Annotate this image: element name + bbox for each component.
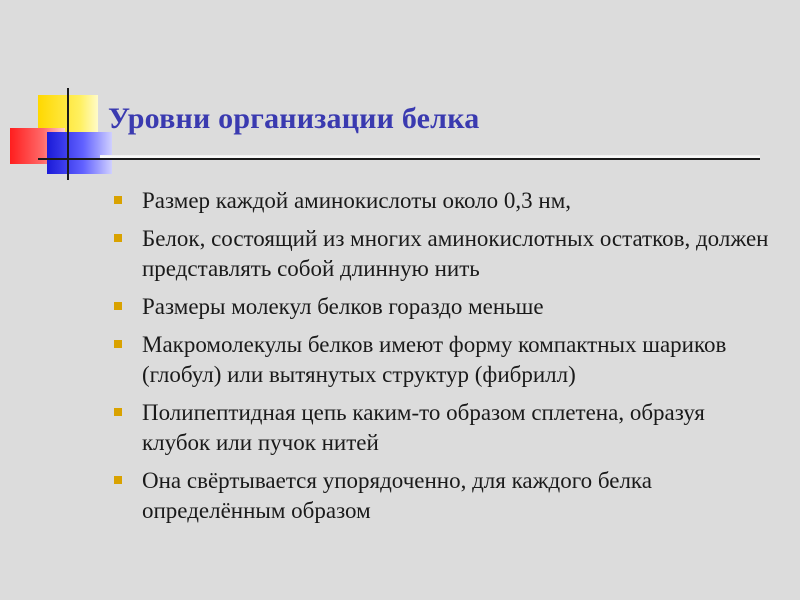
bullet-text: Полипептидная цепь каким-то образом сплетена, образуя клубок или пучок нитей: [142, 400, 705, 455]
bullet-item: [114, 186, 774, 216]
bullet-list: [114, 186, 774, 534]
bullet-item: [114, 224, 774, 284]
bullet-marker-icon: [114, 408, 122, 416]
bullet-text: Размеры молекул белков гораздо меньше: [142, 294, 544, 319]
decorative-logo: [0, 0, 120, 190]
vertical-line: [67, 88, 69, 180]
bullet-item: [114, 292, 774, 322]
blue-square: [47, 132, 112, 174]
bullet-item: [114, 330, 774, 390]
bullet-text: Размер каждой аминокислоты около 0,3 нм,: [142, 188, 572, 213]
bullet-marker-icon: [114, 302, 122, 310]
slide-title: Уровни организации белка: [108, 102, 480, 135]
bullet-marker-icon: [114, 196, 122, 204]
bullet-marker-icon: [114, 234, 122, 242]
bullet-text: Белок, состоящий из многих аминокислотных остатков, должен представлять собой длинную нить: [142, 226, 769, 281]
bullet-text: Макромолекулы белков имеют форму компактных шариков (глобул) или вытянутых структур (фибрилл): [142, 332, 727, 387]
bullet-marker-icon: [114, 476, 122, 484]
title-underline: [38, 158, 760, 160]
bullet-item: [114, 466, 774, 526]
bullet-item: [114, 398, 774, 458]
bullet-text: Она свёртывается упорядоченно, для каждого белка определённым образом: [142, 468, 652, 523]
bullet-marker-icon: [114, 340, 122, 348]
